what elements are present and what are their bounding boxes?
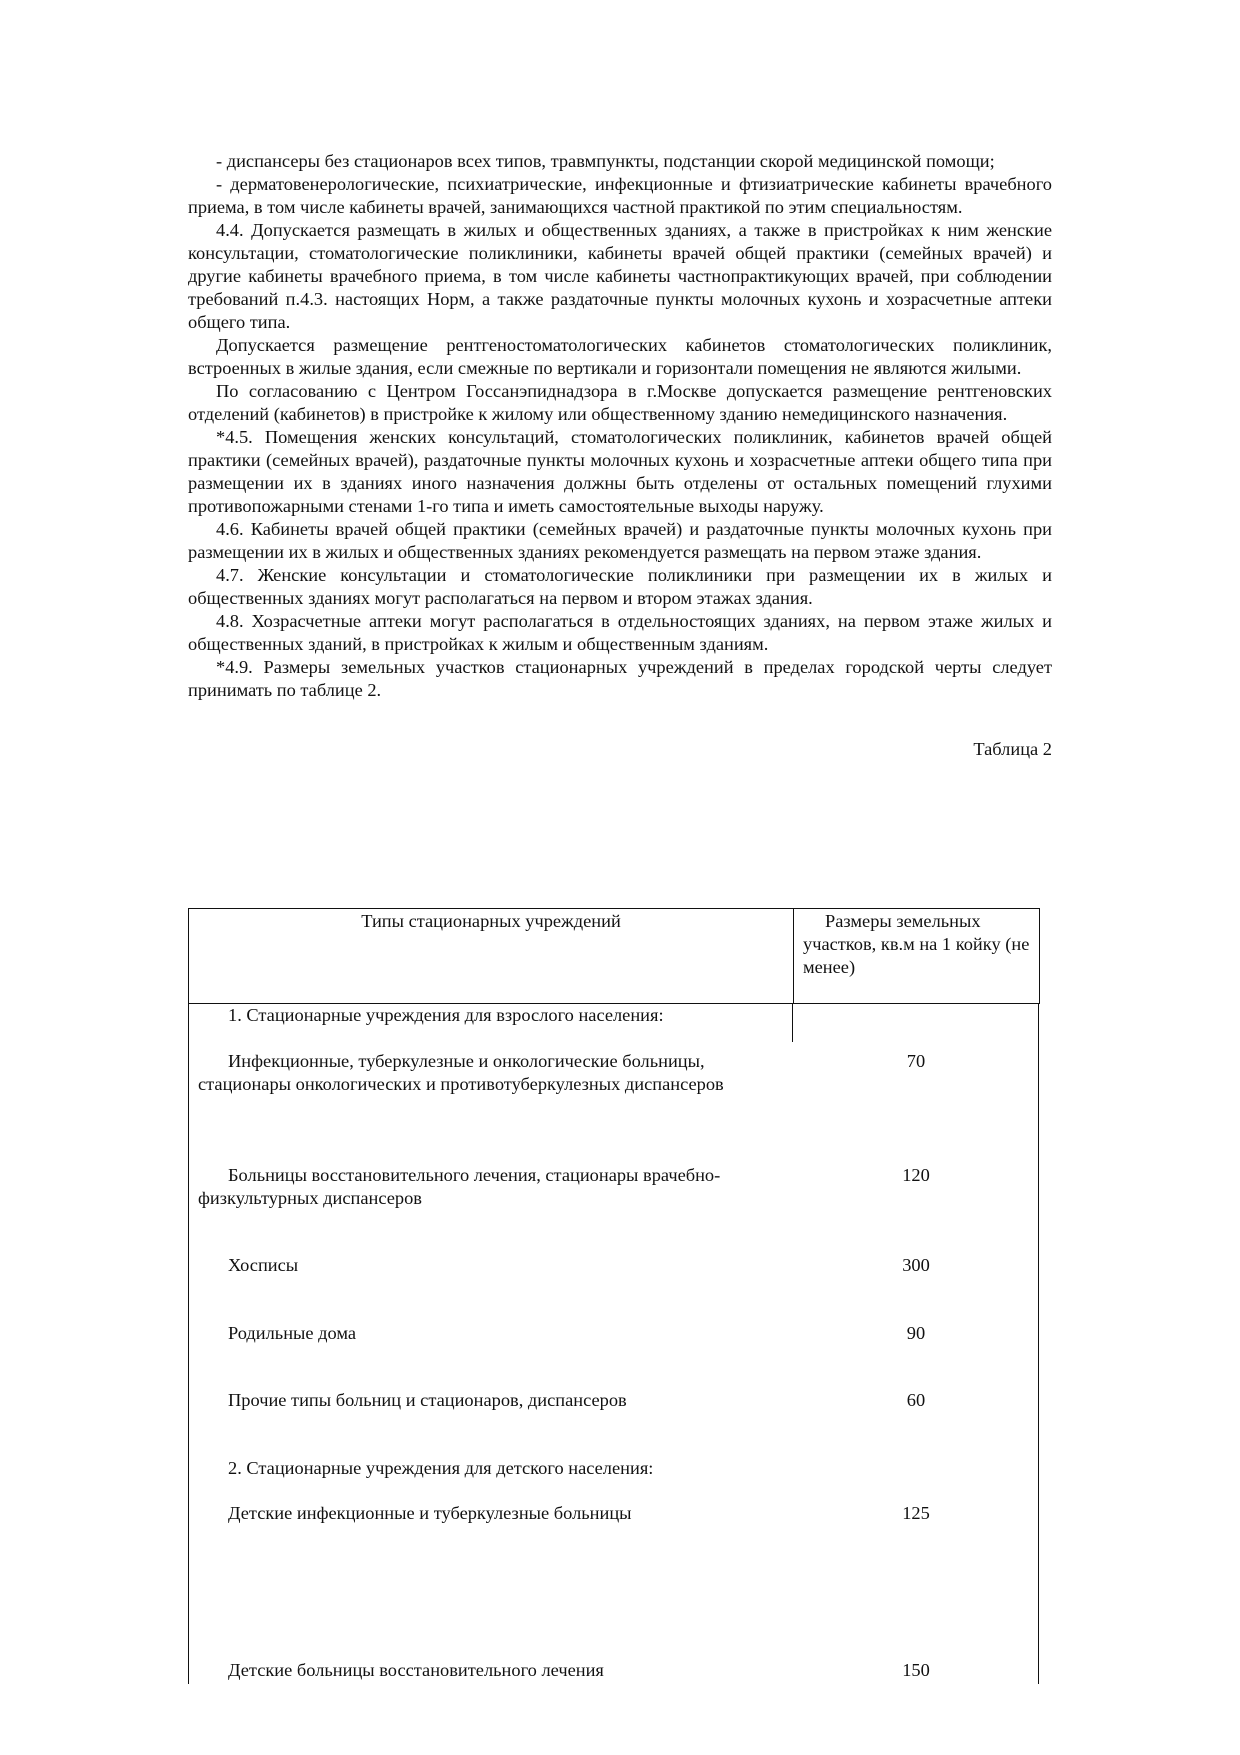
row-label: Инфекционные, туберкулезные и онкологические больницы, стационары онкологических и противотуберкулезных диспансеров <box>198 1051 724 1094</box>
row-value: 120 <box>902 1165 930 1185</box>
row-value: 70 <box>906 1051 926 1071</box>
paragraph: По согласованию с Центром Госсанэпиднадзора в г.Москве допускается размещение рентгеновских отделений (кабинетов) в пристройке к жилому или общественному зданию немедицинского назначения. <box>188 381 1052 424</box>
row-label: Детские больницы восстановительного лечения <box>228 1660 604 1680</box>
row-value: 60 <box>906 1390 926 1410</box>
paragraph: *4.9. Размеры земельных участков стационарных учреждений в пределах городской черты следует принимать по таблице 2. <box>188 657 1052 700</box>
table-caption: Таблица 2 <box>973 739 1052 759</box>
row-label: Детские инфекционные и туберкулезные больницы <box>228 1503 632 1523</box>
document-page <box>188 150 1052 761</box>
row-label: Прочие типы больниц и стационаров, диспансеров <box>228 1390 627 1410</box>
paragraph: 4.8. Хозрасчетные аптеки могут располагаться в отдельностоящих зданиях, на первом этаже жилых и общественных зданий, в пристройках к жилым и общественным зданиям. <box>188 611 1052 654</box>
row-label: Родильные дома <box>228 1323 357 1343</box>
row-value: 90 <box>906 1323 926 1343</box>
header-plot-size: Размеры земельных участков, кв.м на 1 койку (не менее) <box>803 911 1030 977</box>
land-plot-table <box>188 908 1040 1708</box>
row-value: 300 <box>902 1255 930 1275</box>
row-value: 150 <box>902 1660 930 1680</box>
right-border <box>1038 1004 1039 1684</box>
paragraph: - дерматовенерологические, психиатрические, инфекционные и фтизиатрические кабинеты врачебного приема, в том числе кабинеты врачей, занимающихся частной практикой по этим специальностям. <box>188 174 1052 217</box>
row-value: 125 <box>902 1503 930 1523</box>
paragraph: 4.4. Допускается размещать в жилых и общественных зданиях, а также в пристройках к ним женские консультации, стоматологические поликлиники, кабинеты врачей общей практики (семейных врачей) и другие кабинеты врачебного приема, в том числе кабинеты частнопрактикующих врачей, при соблюдении требований п.4.3. настоящих Норм, а также раздаточные пункты молочных кухонь и хозрасчетные аптеки общего типа. <box>188 220 1052 332</box>
paragraph: - диспансеры без стационаров всех типов, травмпункты, подстанции скорой медицинской помощи; <box>216 151 995 171</box>
table-header <box>188 908 1040 1004</box>
left-border <box>188 1004 189 1684</box>
paragraph: 4.6. Кабинеты врачей общей практики (семейных врачей) и раздаточные пункты молочных кухонь при размещении их в жилых и общественных зданиях рекомендуется размещать на первом этаже здания. <box>188 519 1052 562</box>
column-divider <box>792 1004 793 1042</box>
paragraph: Допускается размещение рентгеностоматологических кабинетов стоматологических поликлиник, встроенных в жилые здания, если смежные по вертикали и горизонтали помещения не являются жилыми. <box>188 335 1052 378</box>
column-divider <box>793 909 794 1003</box>
row-label: Больницы восстановительного лечения, стационары врачебно-физкультурных диспансеров <box>198 1165 721 1208</box>
row-label: 1. Стационарные учреждения для взрослого населения: <box>228 1005 664 1025</box>
paragraph: *4.5. Помещения женских консультаций, стоматологических поликлиник, кабинетов врачей общей практики (семейных врачей), раздаточные пункты молочных кухонь и хозрасчетные аптеки общего типа при размещении их в зданиях иного назначения должны быть отделены от остальных помещений глухими противопожарными стенами 1-го типа и иметь самостоятельные выходы наружу. <box>188 427 1052 516</box>
paragraph: 4.7. Женские консультации и стоматологические поликлиники при размещении их в жилых и общественных зданиях могут располагаться на первом и втором этажах здания. <box>188 565 1052 608</box>
row-label: Хосписы <box>228 1255 299 1275</box>
row-label: 2. Стационарные учреждения для детского населения: <box>228 1458 654 1478</box>
header-institution-types: Типы стационарных учреждений <box>361 911 621 931</box>
